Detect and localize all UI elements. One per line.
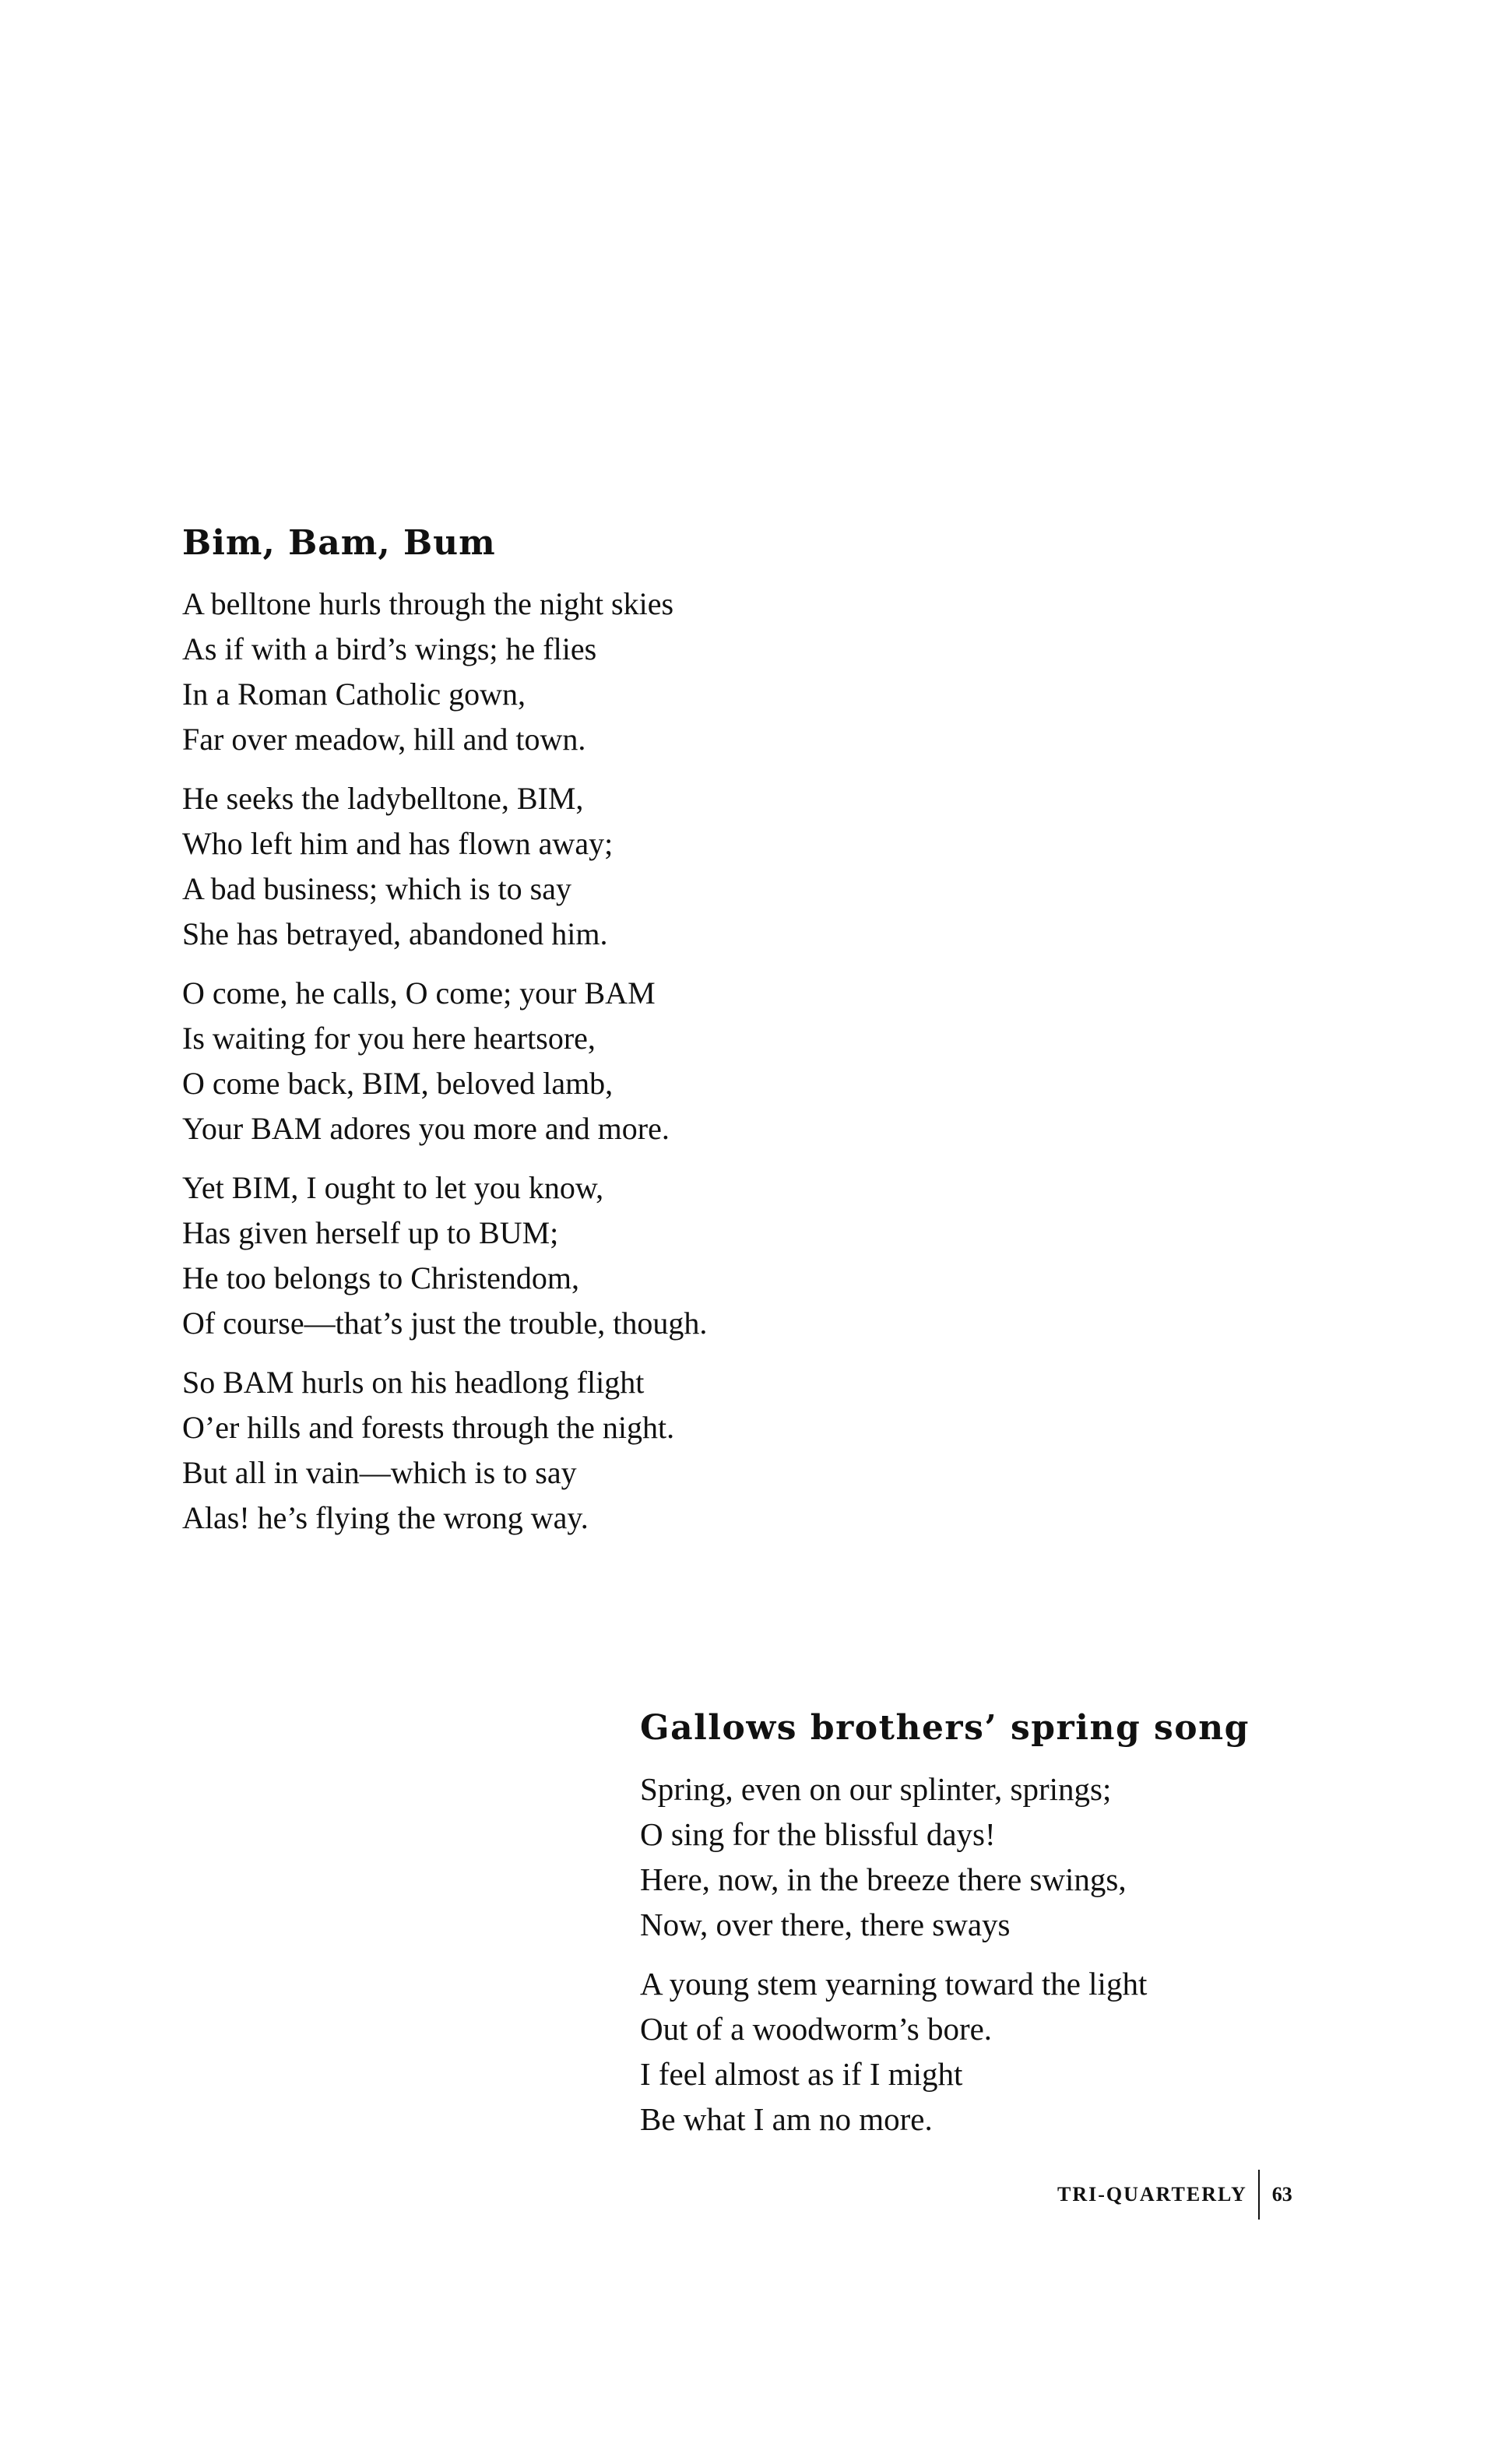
poem-line: Of course—that’s just the trouble, though. — [182, 1305, 708, 1341]
running-head: TRI-QUARTERLY — [1057, 2183, 1247, 2206]
poem-line: As if with a bird’s wings; he flies — [182, 631, 597, 666]
poem-line: Yet BIM, I ought to let you know, — [182, 1169, 604, 1205]
poem-title: Gallows brothers’ spring song — [640, 1708, 1250, 1748]
poem-line: O come, he calls, O come; your BAM — [182, 975, 656, 1011]
poem-line: Far over meadow, hill and town. — [182, 721, 586, 757]
poem-line: But all in vain—which is to say — [182, 1454, 577, 1490]
poem-line: O sing for the blissful days! — [640, 1815, 996, 1852]
stanza — [640, 1766, 1387, 1947]
poem-line: Your BAM adores you more and more. — [182, 1110, 670, 1146]
poem-line: A belltone hurls through the night skies — [182, 585, 674, 621]
poem-line: Out of a woodworm’s bore. — [640, 2010, 993, 2047]
stanza — [182, 971, 883, 1151]
footer-divider — [1258, 2170, 1260, 2220]
poem-gallows-brothers-spring-song — [640, 1708, 1387, 2156]
poem-line: A young stem yearning toward the light — [640, 1965, 1148, 2002]
poem-line: Spring, even on our splinter, springs; — [640, 1770, 1112, 1807]
page-number: 63 — [1271, 2183, 1292, 2206]
poem-line: Be what I am no more. — [640, 2100, 933, 2137]
poem-line: So BAM hurls on his headlong flight — [182, 1364, 645, 1400]
poem-line: Who left him and has flown away; — [182, 825, 614, 861]
poem-line: Now, over there, there sways — [640, 1906, 1011, 1942]
poem-line: O’er hills and forests through the night. — [182, 1409, 675, 1445]
page-footer — [1057, 2171, 1292, 2218]
poem-line: Has given herself up to BUM; — [182, 1214, 559, 1250]
stanza — [182, 582, 883, 762]
stanza — [182, 1360, 883, 1541]
poem-bim-bam-bum — [182, 523, 883, 1555]
poem-line: O come back, BIM, beloved lamb, — [182, 1065, 614, 1101]
poem-line: A bad business; which is to say — [182, 870, 571, 906]
poem-line: In a Roman Catholic gown, — [182, 676, 526, 712]
stanza — [182, 776, 883, 957]
poem-line: She has betrayed, abandoned him. — [182, 916, 608, 951]
poem-line: He seeks the ladybelltone, BIM, — [182, 780, 584, 816]
poem-line: He too belongs to Christendom, — [182, 1260, 579, 1295]
poem-title: Bim, Bam, Bum — [182, 523, 496, 563]
poem-line: Is waiting for you here heartsore, — [182, 1020, 596, 1056]
poem-line: Alas! he’s flying the wrong way. — [182, 1499, 589, 1535]
poem-line: Here, now, in the breeze there swings, — [640, 1861, 1127, 1897]
stanza — [182, 1165, 883, 1346]
stanza — [640, 1961, 1387, 2142]
poem-line: I feel almost as if I might — [640, 2055, 963, 2092]
